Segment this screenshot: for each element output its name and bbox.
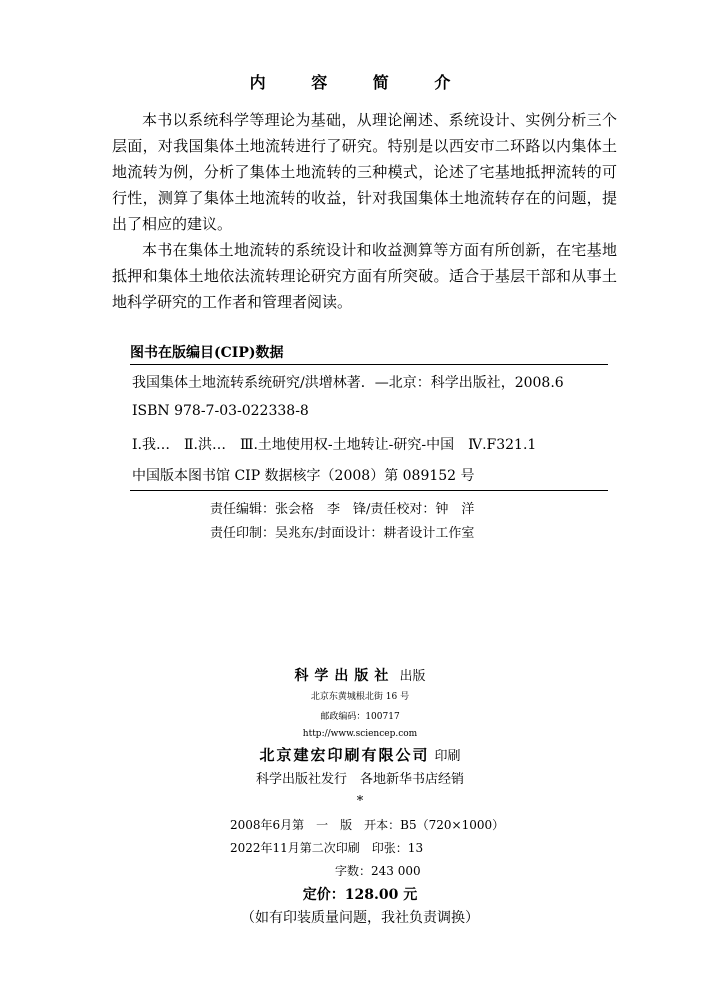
staff-editors: 责任编辑：张会格 李 锋/责任校对：钟 洋: [210, 502, 475, 517]
quality-note: （如有印装质量问题，我社负责调换）: [241, 910, 479, 926]
cip-rule-top: [130, 364, 608, 365]
cip-line-title: 我国集体土地流转系统研究/洪增林著．—北京：科学出版社，2008.6: [132, 375, 564, 391]
staff-production: 责任印制：吴兆东/封面设计：耕者设计工作室: [210, 526, 475, 541]
price: 定价：128.00 元: [302, 887, 418, 903]
printer-suffix: 印刷: [434, 749, 461, 764]
edition-line: 2008年6月第 一 版 开本：B5（720×1000）: [230, 818, 505, 832]
intro-text: [112, 107, 617, 315]
cip-rule-bottom: [130, 490, 608, 491]
cip-line-classification: Ⅰ.我… Ⅱ.洪… Ⅲ.土地使用权-土地转让-研究-中国 Ⅳ.F321.1: [132, 437, 537, 453]
intro-paragraph-2: 本书在集体土地流转的系统设计和收益测算等方面有所创新，在宅基地抵押和集体土地依法流转理论研究方面有所突破。适合于基层干部和从事土地科学研究的工作者和管理者阅读。: [112, 241, 617, 311]
publisher-suffix: 出版: [399, 669, 426, 684]
word-count: 字数：243 000: [335, 864, 421, 878]
publisher-name: 科学出版社: [294, 668, 395, 684]
intro-paragraph-1: 本书以系统科学等理论为基础，从理论阐述、系统设计、实例分析三个层面，对我国集体土地流转进行了研究。特别是以西安市二环路以内集体土地流转为例，分析了集体土地流转的三种模式，论述了宅基地抵押流转的可行性，测算了集体土地流转的收益，针对我国集体土地流转存在的问题，提出了相应的建议。: [112, 111, 617, 233]
cip-line-isbn: ISBN 978-7-03-022338-8: [132, 403, 309, 419]
intro-heading: 内 容 简 介: [249, 73, 471, 92]
printer-name: 北京建宏印刷有限公司: [259, 746, 430, 764]
publisher-website: http://www.sciencep.com: [302, 729, 418, 739]
printer-line: [0, 744, 720, 765]
distribution-line: 科学出版社发行 各地新华书店经销: [255, 772, 464, 787]
separator-asterisk: *: [356, 794, 364, 809]
cip-heading: 图书在版编目(CIP)数据: [130, 345, 284, 361]
publisher-line: [0, 665, 720, 685]
publisher-address: 北京东黄城根北街 16 号: [310, 692, 410, 702]
publisher-postcode: 邮政编码：100717: [320, 712, 400, 722]
printing-line: 2022年11月第二次印刷 印张：13: [230, 841, 424, 855]
cip-line-record: 中国版本图书馆 CIP 数据核字（2008）第 089152 号: [132, 468, 475, 484]
